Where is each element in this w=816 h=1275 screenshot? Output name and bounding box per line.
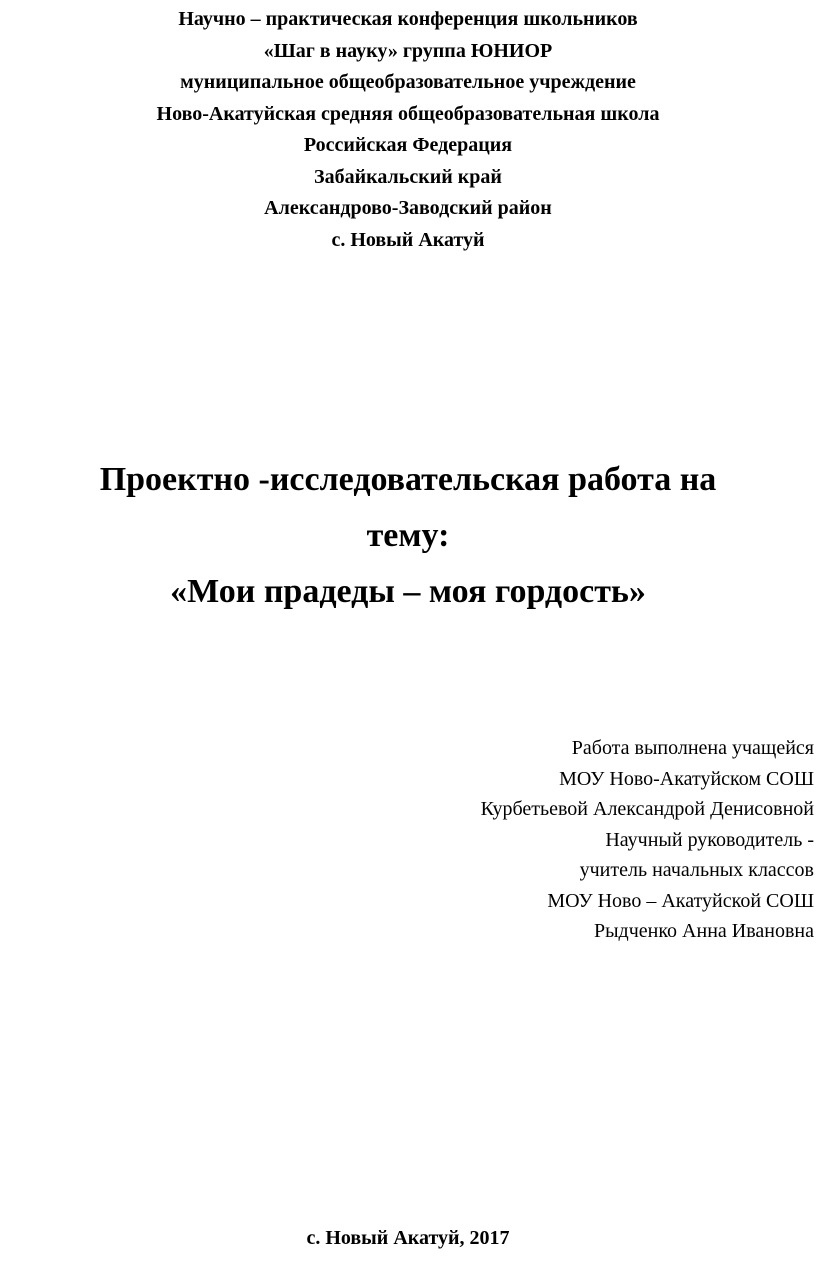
performed-by-label: Работа выполнена учащейся <box>571 737 814 759</box>
supervisor-position: учитель начальных классов <box>579 859 814 881</box>
conference-group: «Шаг в науку» группа ЮНИОР <box>263 39 553 62</box>
district: Александрово-Заводский район <box>264 197 552 219</box>
title-line-3: «Мои прадеды – моя гордость» <box>170 573 646 610</box>
student-school: МОУ Ново-Акатуйском СОШ <box>559 767 814 790</box>
school-name: Ново-Акатуйская средняя общеобразовательная школа <box>156 102 660 125</box>
title-line-1: Проектно -исследовательская работа на <box>99 461 717 498</box>
place-and-year: с. Новый Акатуй, 2017 <box>306 1227 510 1249</box>
footer <box>0 1224 816 1252</box>
title-line-2: тему: <box>366 517 450 554</box>
author-block <box>214 733 814 947</box>
country: Российская Федерация <box>303 134 513 156</box>
supervisor-school: МОУ Ново – Акатуйской СОШ <box>547 889 814 912</box>
supervisor-label: Научный руководитель - <box>605 828 814 851</box>
conference-header <box>0 4 816 256</box>
work-title <box>0 452 816 620</box>
institution-type: муниципальное общеобразовательное учреждение <box>180 71 636 93</box>
student-name: Курбетьевой Александрой Денисовной <box>480 798 814 820</box>
conference-name: Научно – практическая конференция школьников <box>178 8 638 30</box>
village: с. Новый Акатуй <box>331 228 485 251</box>
supervisor-name: Рыдченко Анна Ивановна <box>593 920 814 942</box>
region: Забайкальский край <box>314 165 502 188</box>
